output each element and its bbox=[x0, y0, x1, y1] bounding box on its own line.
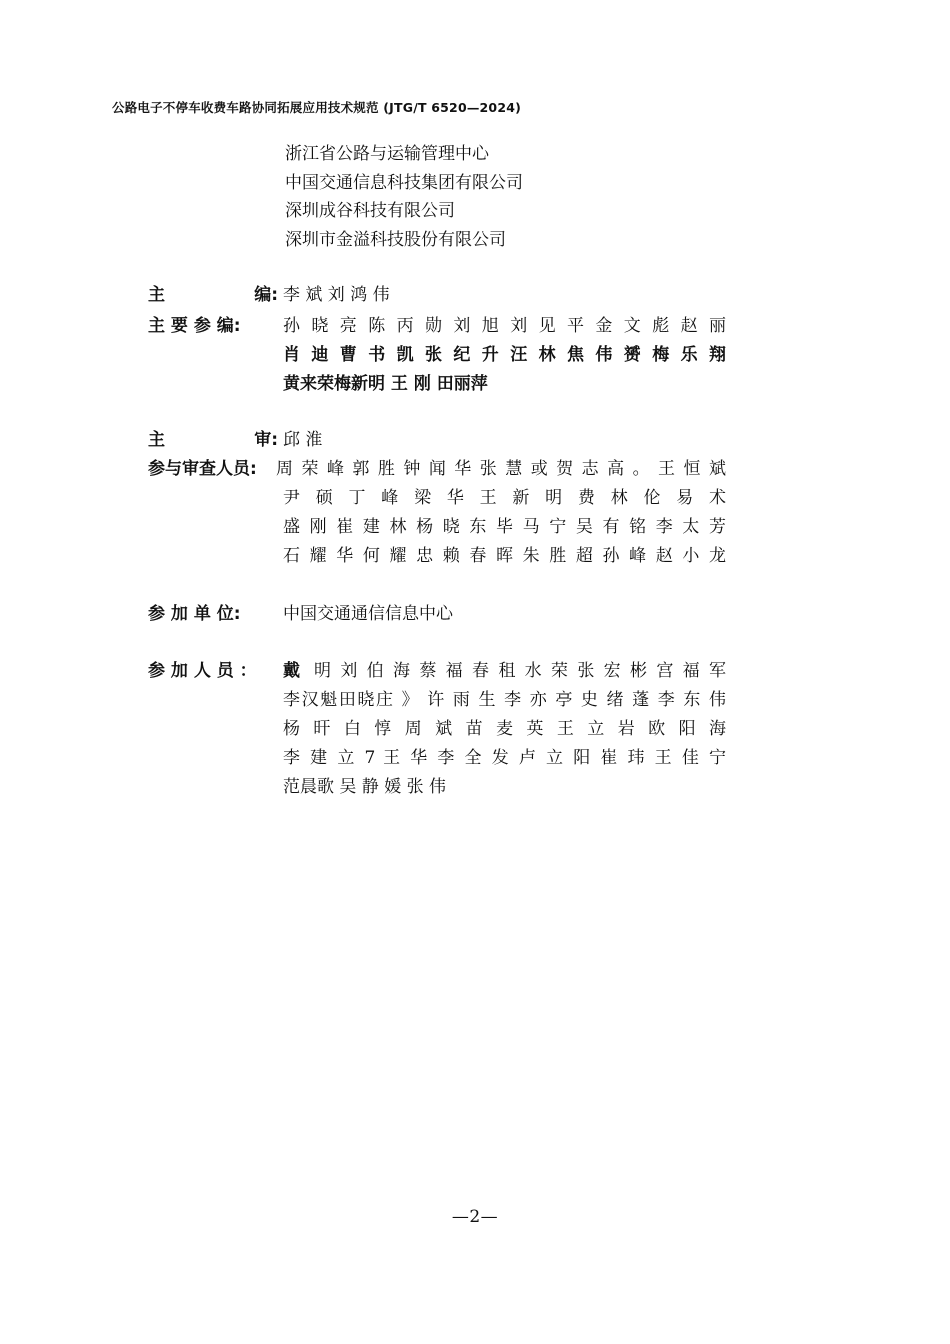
name-line: 石 耀 华 何 耀 忠 赖 春 晖 朱 胜 超 孙 峰 赵 小 龙 bbox=[283, 546, 726, 566]
first-line-rest: 明 刘 伯 海 蔡 福 春 租 水 荣 张 宏 彬 宫 福 军 bbox=[314, 661, 726, 681]
name-line: 肖 迪 曹 书 凯 张 纪 升 汪 林 焦 伟 赟 梅 乐 翔 bbox=[283, 345, 726, 365]
main-editors-label: 主 要 参 编 : bbox=[148, 316, 241, 336]
name-line: 黄来荣梅新明 王 刚 田丽萍 bbox=[283, 374, 488, 394]
name-line: 李 斌 刘 鸿 伟 bbox=[283, 285, 390, 305]
label-part: 主 bbox=[148, 285, 165, 305]
reviewers-names bbox=[283, 484, 726, 571]
organization-item: 深圳市金溢科技股份有限公司 bbox=[285, 229, 506, 250]
first-char: 戴 bbox=[283, 661, 300, 681]
organization-item: 中国交通信息科技集团有限公司 bbox=[285, 172, 523, 193]
name-line: 范晨歌 吴 静 媛 张 伟 bbox=[283, 777, 447, 797]
chief-reviewer-names bbox=[283, 426, 483, 455]
reviewers-first-line bbox=[276, 455, 726, 484]
organization-item: 深圳成谷科技有限公司 bbox=[285, 201, 455, 221]
main-editors-names bbox=[283, 312, 726, 399]
label-part-b: 编: bbox=[254, 285, 278, 305]
organization-item: 浙江省公路与运输管理中心 bbox=[285, 144, 489, 164]
name-line: 李 建 立 7 王 华 李 全 发 卢 立 阳 崔 玮 王 佳 宁 bbox=[283, 748, 726, 768]
participants-names bbox=[283, 686, 726, 802]
name-line: 邱 淮 bbox=[283, 430, 323, 450]
page-number: —2— bbox=[451, 1207, 499, 1227]
participants-first-line bbox=[283, 657, 726, 686]
name-line: 杨 旰 白 惇 周 斌 苗 麦 英 王 立 岩 欧 阳 海 bbox=[283, 719, 726, 739]
participating-unit-label: 参 加 单 位 : bbox=[148, 604, 241, 624]
chief-reviewer-label: 主 审: bbox=[148, 430, 278, 450]
reviewers-label: 参与审查人员 : bbox=[148, 459, 257, 479]
name-line: 李汉魁田晓庄 》 许 雨 生 李 亦 亭 史 绪 蓬 李 东 伟 bbox=[283, 690, 726, 710]
name-line: 周 荣 峰 郭 胜 钟 闻 华 张 慧 或 贺 志 高 。 王 恒 斌 bbox=[276, 459, 726, 479]
name-line: 尹 硕 丁 峰 梁 华 王 新 明 费 林 伦 易 术 bbox=[283, 488, 726, 508]
running-header: 公路电子不停车收费车路协同拓展应用技术规范 (JTG/T 6520—2024) bbox=[112, 100, 522, 115]
participating-unit-value bbox=[283, 600, 583, 629]
participants-label: 参 加 人 员 ： bbox=[148, 661, 257, 681]
name-line: 孙 晓 亮 陈 丙 勋 刘 旭 刘 见 平 金 文 彪 赵 丽 bbox=[283, 316, 726, 336]
name-line bbox=[283, 657, 726, 686]
chief-editor-label bbox=[148, 281, 278, 310]
organization-list bbox=[285, 140, 523, 254]
unit-name: 中国交通通信信息中心 bbox=[283, 604, 453, 624]
name-line: 盛 刚 崔 建 林 杨 晓 东 毕 马 宁 吴 有 铭 李 太 芳 bbox=[283, 517, 726, 537]
chief-editor-names bbox=[283, 281, 483, 310]
